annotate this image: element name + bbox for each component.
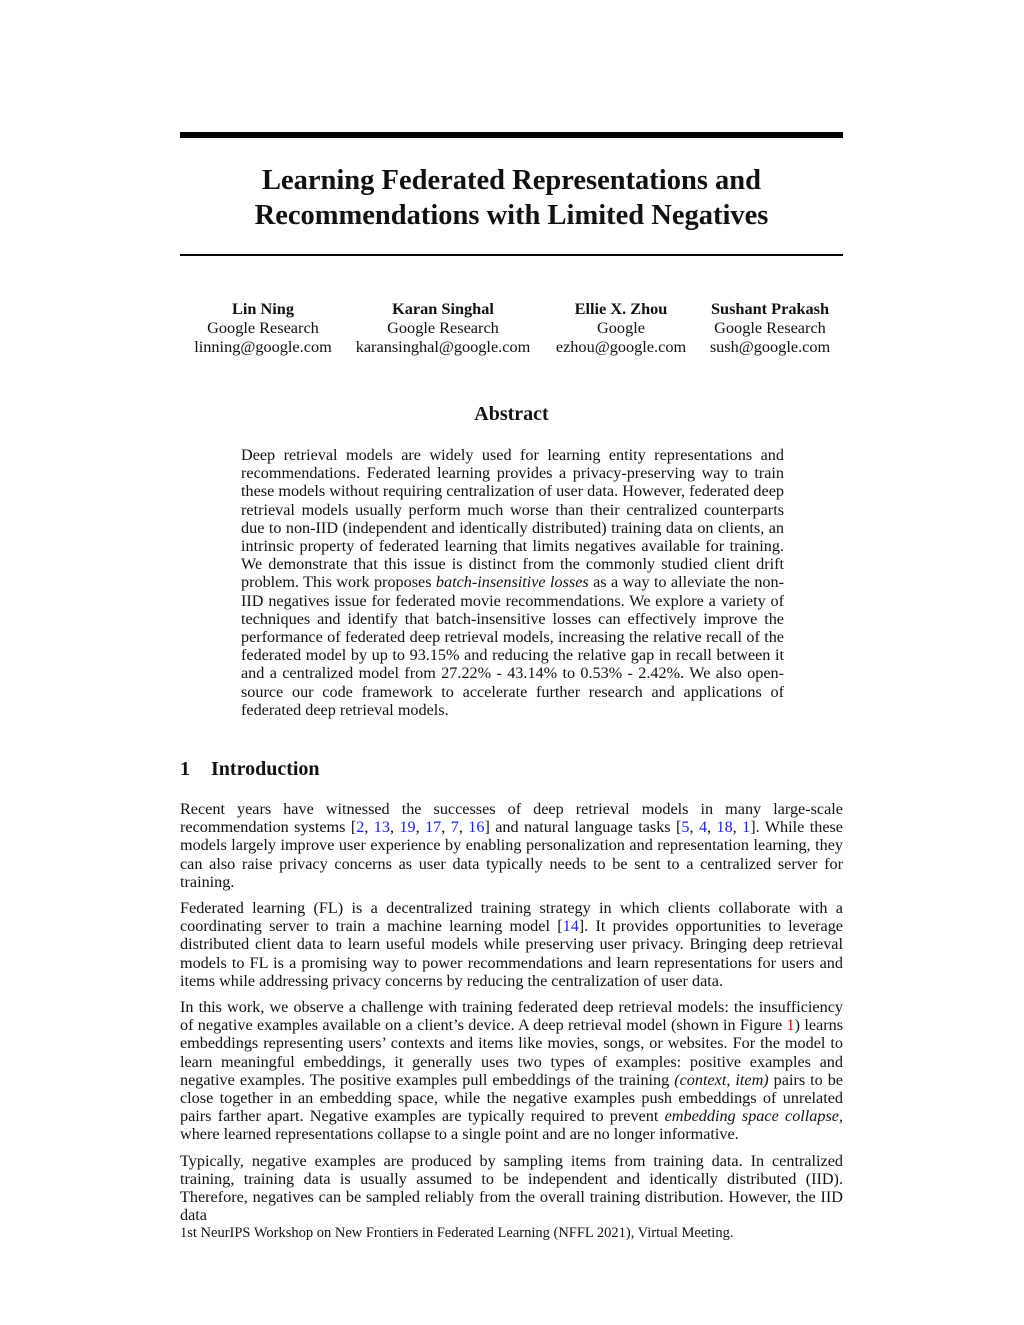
citation-link[interactable]: 4 — [698, 818, 708, 837]
text-run: ) learns embeddings representing users’ contexts and items like movies, songs, or websites. For the model to learn meaningful embeddings, it generally uses two types of examples: positive examples and negative examples. The positive examples pull embeddings of the training — [180, 1016, 843, 1089]
citation-link[interactable]: 14 — [562, 917, 579, 936]
abstract-emphasis: batch-insensitive losses — [435, 573, 589, 592]
separator: , — [732, 818, 743, 837]
text-run: ]. It provides opportunities to leverage distributed client data to learn useful models while preserving user privacy. Bringing deep retrieval models to FL is a promising way to power recommendations and learn representations for users and items while addressing privacy concerns by reducing the centralization of user data. — [180, 917, 843, 990]
separator: , — [415, 818, 426, 837]
paragraph-1 — [180, 800, 843, 891]
author-email: ezhou@google.com — [555, 337, 687, 356]
citation-link[interactable]: 19 — [399, 818, 416, 837]
author-email: karansinghal@google.com — [355, 337, 531, 356]
citation-link[interactable]: 13 — [373, 818, 390, 837]
emphasis: (context, item) — [674, 1070, 769, 1089]
section-number: 1 — [180, 758, 190, 780]
author-affiliation: Google Research — [387, 318, 499, 337]
abstract-part-1: Deep retrieval models are widely used for learning entity representations and recommendations. Federated learning provides a privacy-preserving way to train these models without requiring centralization of user data. However, federated deep retrieval models usually perform much worse than their centralized counterparts due to non-IID (independent and identically distributed) training data on clients, an intrinsic property of federated learning that limits negatives available for training. We demonstrate that this issue is distinct from the commonly studied client drift problem. This work proposes — [241, 446, 784, 592]
separator: , — [458, 818, 469, 837]
citation-link[interactable]: 2 — [356, 818, 365, 837]
venue-footnote: 1st NeurIPS Workshop on New Frontiers in Federated Learning (NFFL 2021), Virtual Meeting. — [180, 1225, 734, 1241]
citation-link[interactable]: 7 — [450, 818, 459, 837]
citation-link[interactable]: 16 — [468, 818, 485, 837]
text-run: ] and natural language tasks [ — [484, 818, 682, 837]
text-run: Recent years have witnessed the successes of deep retrieval models in many large-scale recommendation systems [ — [180, 800, 843, 837]
abstract-heading: Abstract — [474, 403, 549, 425]
author-name: Ellie X. Zhou — [574, 299, 668, 318]
text-run: , where learned representations collapse to a single point and are no longer informative. — [180, 1107, 844, 1144]
separator: , — [441, 818, 451, 837]
abstract-part-2: as a way to alleviate the non-IID negatives issue for federated movie recommendations. We explore a variety of techniques and identify that batch-insensitive losses can effectively improve the performance of federated deep retrieval models, increasing the relative recall of the federated model by up to 93.15% and reducing the relative gap in recall between it and a centralized model from 27.22% - 43.14% to 0.53% - 2.42%. We also open-source our code framework to accelerate further research and applications of federated deep retrieval models. — [241, 573, 785, 719]
author-email: linning@google.com — [194, 337, 332, 356]
paragraph-3 — [180, 998, 843, 1144]
abstract-text — [241, 446, 784, 719]
figure-link[interactable]: 1 — [786, 1016, 795, 1035]
separator: , — [689, 818, 699, 837]
author-name: Lin Ning — [232, 299, 294, 318]
paragraph-2 — [180, 899, 843, 990]
text-run: pairs to be close together in an embedding space, while the negative examples push embeddings of unrelated pairs farther apart. Negative examples are typically required to prevent — [180, 1070, 843, 1126]
text-run: Federated learning (FL) is a decentralized training strategy in which clients collaborate with a coordinating server to train a machine learning model [ — [180, 899, 843, 936]
title-line-2: Recommendations with Limited Negatives — [254, 200, 769, 231]
author-3 — [551, 299, 691, 356]
separator: , — [707, 818, 717, 837]
author-2 — [352, 299, 534, 356]
author-4 — [704, 299, 836, 356]
emphasis: embedding space collapse — [664, 1107, 839, 1126]
author-affiliation: Google Research — [714, 318, 826, 337]
text-run: ]. While these models largely improve user experience by enabling personalization and representation learning, they can also raise privacy concerns as user data typically needs to be sent to a centralized server for training. — [180, 818, 843, 891]
citation-link[interactable]: 1 — [742, 818, 751, 837]
separator: , — [364, 818, 374, 837]
author-affiliation: Google — [597, 318, 645, 337]
author-name: Sushant Prakash — [710, 299, 830, 318]
paper-title — [180, 163, 843, 233]
author-email: sush@google.com — [709, 337, 831, 356]
separator: , — [389, 818, 400, 837]
citation-link[interactable]: 17 — [425, 818, 442, 837]
title-rule-bottom — [180, 254, 843, 256]
section-title: Introduction — [211, 758, 320, 780]
citation-link[interactable]: 18 — [716, 818, 733, 837]
paragraph-4: Typically, negative examples are produced by sampling items from training data. In centralized training, training data is usually assumed to be independent and identically distributed (IID). Therefore, negatives can be sampled reliably from the overall training distribution. However, the IID data — [180, 1151, 843, 1225]
title-rule-top — [180, 132, 843, 138]
text-run: In this work, we observe a challenge with training federated deep retrieval models: the insufficiency of negative examples available on a client’s device. A deep retrieval model (shown in Figure — [180, 998, 843, 1035]
author-name: Karan Singhal — [392, 299, 494, 318]
author-affiliation: Google Research — [207, 318, 319, 337]
section-heading-introduction — [180, 757, 320, 781]
introduction-body — [180, 800, 843, 1232]
citation-link[interactable]: 5 — [681, 818, 690, 837]
title-line-1: Learning Federated Representations and — [261, 165, 761, 196]
author-1 — [192, 299, 334, 356]
